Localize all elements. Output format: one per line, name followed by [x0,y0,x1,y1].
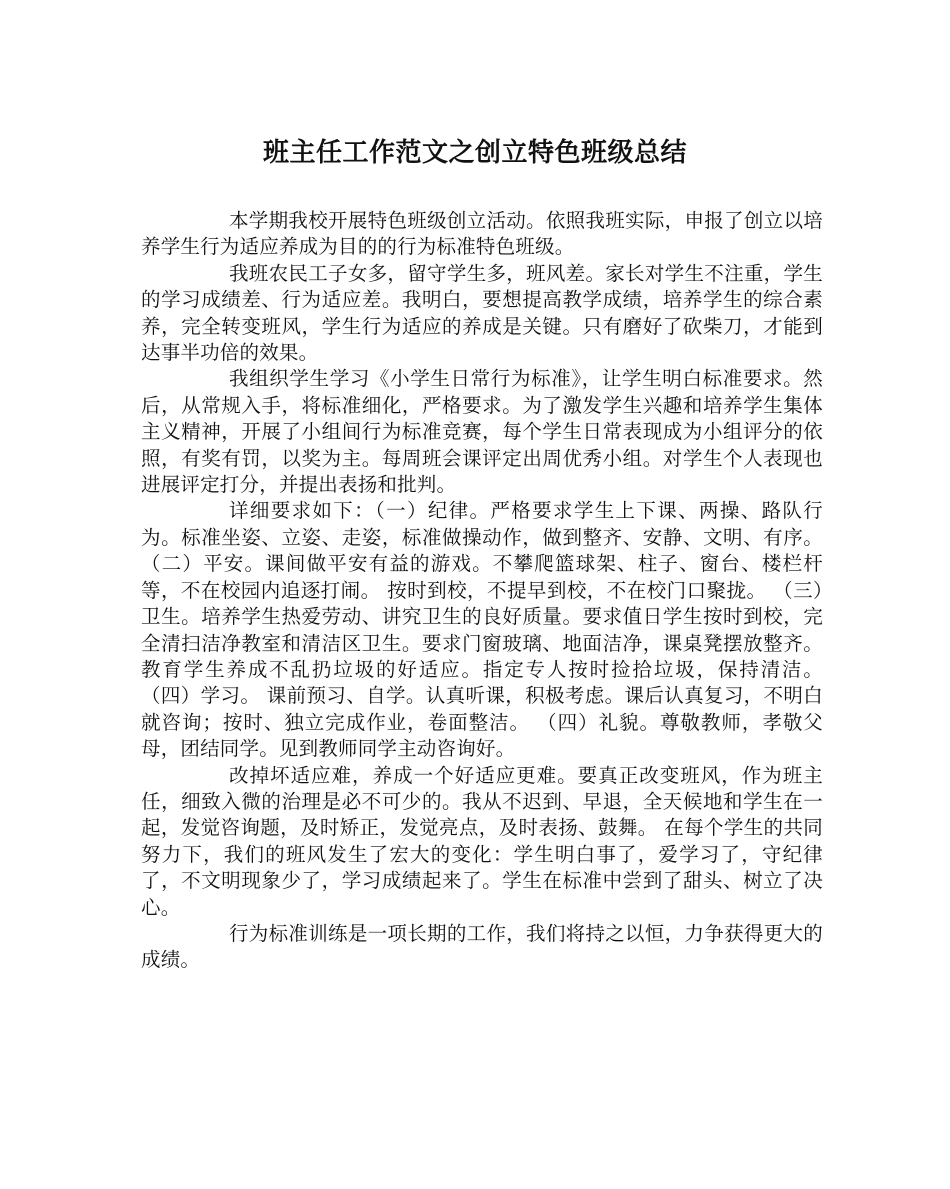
paragraph-conclusion: 行为标准训练是一项长期的工作，我们将持之以恒，力争获得更大的成绩。 [141,921,823,972]
paragraph-intro: 本学期我校开展特色班级创立活动。依照我班实际，申报了创立以培养学生行为适应养成为目的的行为标准特色班级。 [141,209,823,259]
paragraph-detailed-requirements: 详细要求如下：（一）纪律。严格要求学生上下课、两操、路队行为。标准坐姿、立姿、走姿，标准做操动作，做到整齐、安静、文明、有序。（二）平安。课间做平安有益的游戏。不攀爬篮球架、柱子、窗台、楼栏杆等，不在校园内追逐打闹。 按时到校，不提早到校，不在校门口聚拢。 （三）卫生。培养学生热爱劳动、讲究卫生的良好质量。要求值日学生按时到校，完全清扫洁净教室和清洁区卫生。要求门窗玻璃、地面洁净，课桌凳摆放整齐。教育学生养成不乱扔垃圾的好适应。指定专人按时捡拾垃圾，保持清洁。 （四）学习。 课前预习、自学。认真听课，积极考虑。课后认真复习，不明白就咨询；按时、独立完成作业，卷面整洁。 （四）礼貌。尊敬教师，孝敬父母，团结同学。见到教师同学主动咨询好。 [141,499,823,761]
paragraph-habits-change: 改掉坏适应难，养成一个好适应更难。要真正改变班风，作为班主任，细致入微的治理是必不可少的。我从不迟到、早退，全天候地和学生在一起，发觉咨询题，及时矫正，发觉亮点，及时表扬、鼓舞。 在每个学生的共同努力下，我们的班风发生了宏大的变化：学生明白事了，爱学习了，守纪律了，不文明现象少了，学习成绩起来了。学生在标准中尝到了甜头、树立了决心。 [141,763,823,919]
paragraph-background: 我班农民工子女多，留守学生多，班风差。家长对学生不注重，学生的学习成绩差、行为适应差。我明白，要想提高教学成绩，培养学生的综合素养，完全转变班风，学生行为适应的养成是关键。只有磨好了砍柴刀，才能到达事半功倍的效果。 [141,261,823,365]
document-body [141,208,823,974]
paragraph-standards-study: 我组织学生学习《小学生日常行为标准》，让学生明白标准要求。然后，从常规入手，将标准细化，严格要求。为了激发学生兴趣和培养学生集体主义精神，开展了小组间行为标准竞赛，每个学生日常表现成为小组评分的依照，有奖有罚，以奖为主。每周班会课评定出周优秀小组。对学生个人表现也进展评定打分，并提出表扬和批判。 [141,367,823,497]
document-title: 班主任工作范文之创立特色班级总结 [262,138,687,168]
